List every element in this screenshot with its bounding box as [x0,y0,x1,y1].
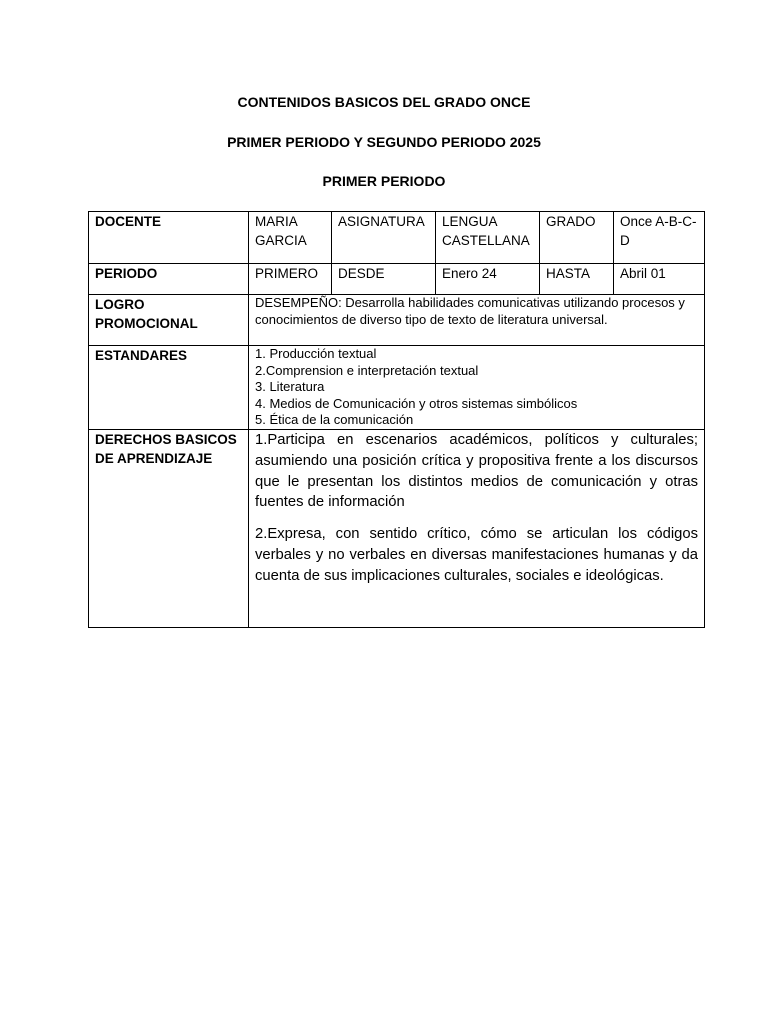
list-item: 3. Literatura [255,379,325,394]
hasta-value: Abril 01 [614,264,705,295]
docente-label: DOCENTE [89,212,249,264]
table-row-estandares [89,346,705,430]
list-item: 4. Medios de Comunicación y otros sistemas simbólicos [255,395,578,411]
table-row-logro [89,295,705,346]
dba-label: DERECHOS BASICOS DE APRENDIZAJE [89,430,249,628]
grado-label: GRADO [540,212,614,264]
list-item: 2.Comprension e interpretación textual [255,362,479,378]
periodo-value: PRIMERO [249,264,332,295]
periodo-label: PERIODO [89,264,249,295]
hasta-label: HASTA [540,264,614,295]
list-item: 5. Ética de la comunicación [255,412,414,427]
document-title: CONTENIDOS BASICOS DEL GRADO ONCE [237,94,531,110]
dba-paragraph: 1.Participa en escenarios académicos, políticos y culturales; asumiendo una posición crítica y propositiva frente a los discursos que le presentan los distintos medios de comunicación y otras fuentes de información [255,432,698,511]
asignatura-value: LENGUA CASTELLANA [436,212,540,264]
grado-value: Once A-B-C-D [614,212,705,264]
estandares-list [249,346,705,430]
dba-content [249,430,705,628]
estandares-label: ESTANDARES [89,346,249,430]
dba-paragraph: 2.Expresa, con sentido crítico, cómo se articulan los códigos verbales y no verbales en diversas manifestaciones humanas y da cuenta de sus implicaciones culturales, sociales e ideológicas. [255,526,698,584]
course-info-table [88,211,705,628]
desde-value: Enero 24 [436,264,540,295]
asignatura-label: ASIGNATURA [332,212,436,264]
docente-value: MARIA GARCIA [249,212,332,264]
table-row-docente [89,212,705,264]
table-row-periodo [89,264,705,295]
table-row-dba [89,430,705,628]
list-item: 1. Producción textual [255,346,377,361]
logro-value: DESEMPEÑO: Desarrolla habilidades comunicativas utilizando procesos y conocimientos de diverso tipo de texto de literatura universal. [249,295,705,346]
document-subtitle: PRIMER PERIODO Y SEGUNDO PERIODO 2025 [227,134,541,150]
logro-label: LOGRO PROMOCIONAL [89,295,249,346]
section-title: PRIMER PERIODO [322,173,446,189]
desde-label: DESDE [332,264,436,295]
